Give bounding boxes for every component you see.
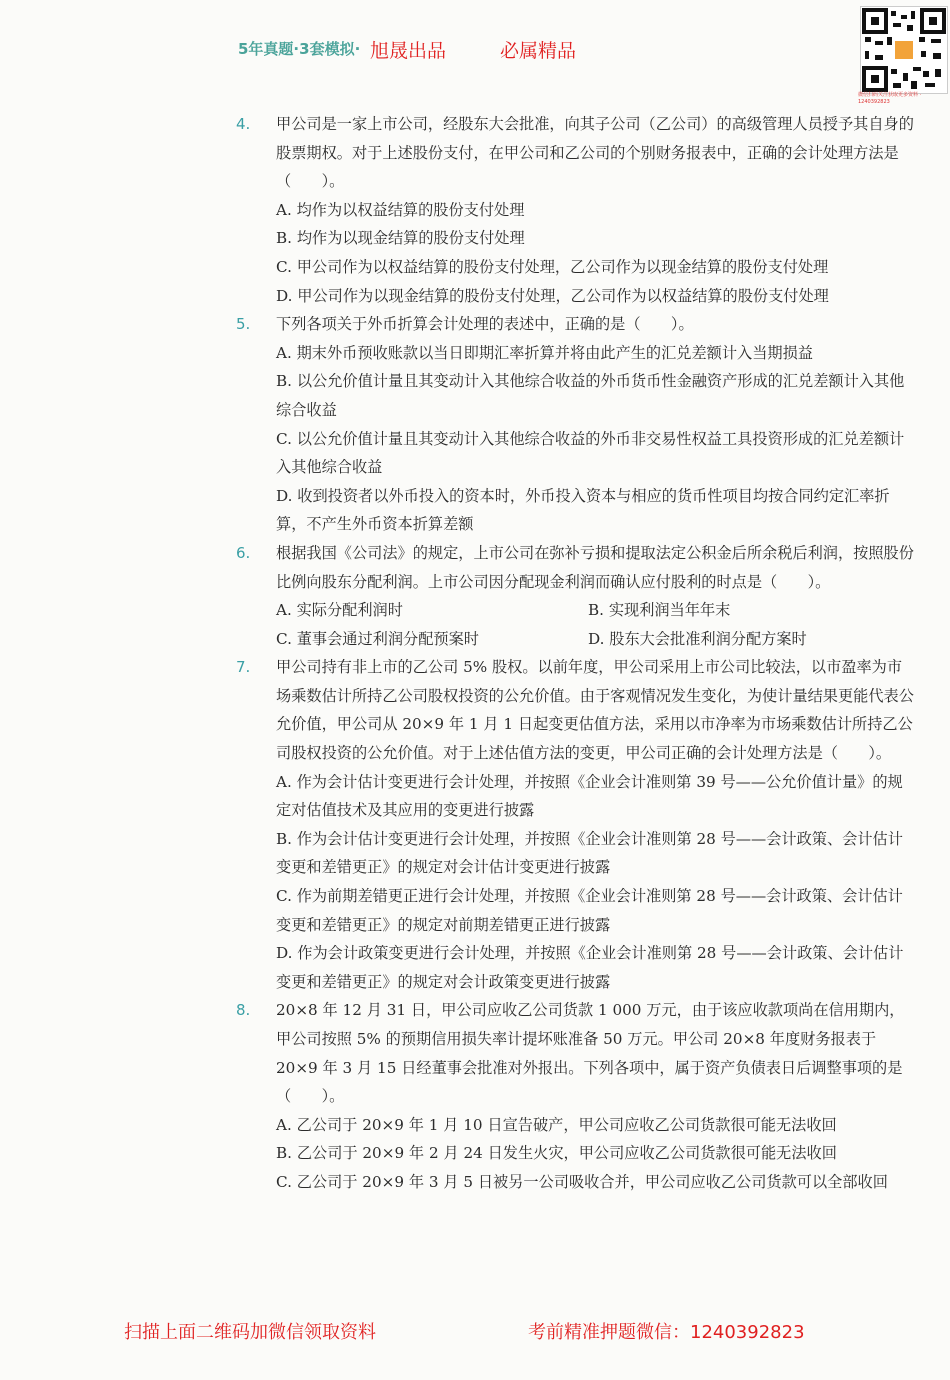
question-number: 6. — [236, 543, 251, 562]
question-stem: 20×8 年 12 月 31 日，甲公司应收乙公司货款 1 000 万元，由于该应收款项尚在信用期内，甲公司按照 5% 的预期信用损失率计提坏账准备 50 万元。甲公司 20×8 年度财务报表于 20×9 年 3 月 15 日经董事会批准对外报出。下列各项中，属于资产负债表日后调整事项的是（ ）。 — [276, 1001, 905, 1106]
footer-right-text: 考前精准押题微信：1240392823 — [528, 1322, 805, 1343]
option-b: B. 实现利润当年年末 — [588, 601, 731, 620]
option-b: B. 作为会计估计变更进行会计处理，并按照《企业会计准则第 28 号——会计政策、会计估计变更和差错更正》的规定对会计估计变更进行披露 — [276, 829, 903, 877]
option-a: A. 期末外币预收账款以当日即期汇率折算并将由此产生的汇兑差额计入当期损益 — [276, 343, 813, 362]
qr-code-image[interactable] — [860, 6, 948, 94]
option-row — [236, 596, 916, 625]
option-a: A. 实际分配利润时 — [276, 601, 403, 620]
book-title: 5年真题·3套模拟· — [238, 40, 361, 58]
question-number: 8. — [236, 1001, 251, 1020]
question-stem: 根据我国《公司法》的规定，上市公司在弥补亏损和提取法定公积金后所余税后利润，按照股份比例向股东分配利润。上市公司因分配现金利润而确认应付股利的时点是（ ）。 — [276, 543, 914, 591]
stamp-right: 必属精品 — [500, 40, 577, 62]
option-c: C. 乙公司于 20×9 年 3 月 5 日被另一公司吸收合并，甲公司应收乙公司货款可以全部收回 — [276, 1172, 888, 1191]
option-b: B. 以公允价值计量且其变动计入其他综合收益的外币货币性金融资产形成的汇兑差额计入其他综合收益 — [276, 372, 905, 419]
option-a: A. 作为会计估计变更进行会计处理，并按照《企业会计准则第 39 号——公允价值计量》的规定对估值技术及其应用的变更进行披露 — [276, 772, 903, 820]
question-stem: 甲公司持有非上市的乙公司 5% 股权。以前年度，甲公司采用上市公司比较法，以市盈率为市场乘数估计所持乙公司股权投资的公允价值。由于客观情况发生变化，为使计量结果更能代表公允价值，甲公司从 20×9 年 1 月 1 日起变更估值方法，采用以市净率为市场乘数估计所持乙公司股权投资的公允价值。对于上述估值方法的变更，甲公司正确的会计处理方法是（ ）。 — [276, 658, 914, 763]
question-number: 5. — [236, 315, 251, 334]
option-a: A. 乙公司于 20×9 年 1 月 10 日宣告破产，甲公司应收乙公司货款很可能无法收回 — [276, 1115, 837, 1134]
question-stem: 甲公司是一家上市公司，经股东大会批准，向其子公司（乙公司）的高级管理人员授予其自身的股票期权。对于上述股份支付，在甲公司和乙公司的个别财务报表中，正确的会计处理方法是（ ）。 — [276, 115, 914, 191]
question-4 — [236, 110, 916, 196]
question-stem: 下列各项关于外币折算会计处理的表述中，正确的是（ ）。 — [276, 315, 694, 334]
option-c: C. 以公允价值计量且其变动计入其他综合收益的外币非交易性权益工具投资形成的汇兑差额计入其他综合收益 — [276, 429, 905, 477]
question-8 — [236, 996, 916, 1110]
option-b: B. 乙公司于 20×9 年 2 月 24 日发生火灾，甲公司应收乙公司货款很可能无法收回 — [276, 1144, 837, 1163]
question-7 — [236, 653, 916, 767]
question-5 — [236, 310, 916, 339]
option-d: D. 甲公司作为以现金结算的股份支付处理，乙公司作为以权益结算的股份支付处理 — [276, 286, 829, 305]
option-d: D. 收到投资者以外币投入的资本时，外币投入资本与相应的货币性项目均按合同约定汇率折算，不产生外币资本折算差额 — [276, 486, 890, 534]
option-row — [236, 625, 916, 654]
option-c: C. 作为前期差错更正进行会计处理，并按照《企业会计准则第 28 号——会计政策、会计估计变更和差错更正》的规定对前期差错更正进行披露 — [276, 887, 903, 934]
option-d: D. 股东大会批准利润分配方案时 — [588, 629, 807, 648]
option-c: C. 董事会通过利润分配预案时 — [276, 629, 479, 648]
option-a: A. 均作为以权益结算的股份支付处理 — [276, 200, 525, 219]
qr-caption: 微信扫码关注获取更多资料 · 1240392823 — [858, 92, 922, 105]
question-list — [236, 110, 916, 1197]
question-number: 4. — [236, 115, 251, 133]
option-c: C. 甲公司作为以权益结算的股份支付处理，乙公司作为以现金结算的股份支付处理 — [276, 257, 829, 276]
option-d: D. 作为会计政策变更进行会计处理，并按照《企业会计准则第 28 号——会计政策、会计估计变更和差错更正》的规定对会计政策变更进行披露 — [276, 944, 904, 991]
stamp-left: 旭晟出品 — [370, 40, 447, 62]
question-6 — [236, 539, 916, 596]
footer-left-text: 扫描上面二维码加微信领取资料 — [124, 1322, 376, 1343]
option-b: B. 均作为以现金结算的股份支付处理 — [276, 229, 525, 248]
question-number: 7. — [236, 658, 251, 677]
